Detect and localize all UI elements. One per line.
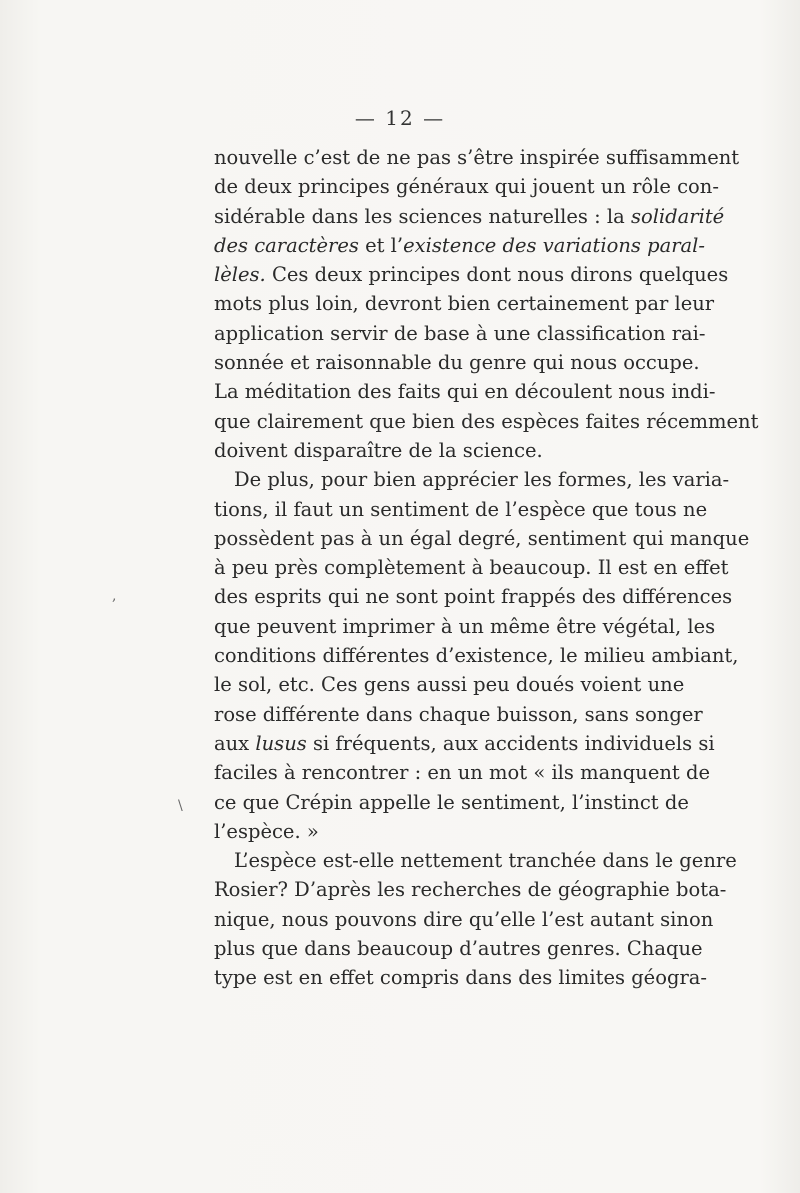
text-line bbox=[214, 231, 705, 260]
text-fragment: de deux principes généraux qui jouent un rôle con- bbox=[214, 175, 719, 199]
text-fragment: l’espèce. » bbox=[214, 819, 319, 843]
text-fragment: rose différente dans chaque buisson, sans songer bbox=[214, 702, 703, 726]
body-text bbox=[214, 143, 759, 993]
text-line bbox=[214, 729, 715, 758]
text-fragment: L’espèce est-elle nettement tranchée dans le genre bbox=[234, 849, 737, 873]
text-line bbox=[214, 260, 729, 289]
page-number: — 12 — bbox=[354, 106, 446, 130]
text-fragment: le sol, etc. Ces gens aussi peu doués voient une bbox=[214, 673, 685, 697]
text-line bbox=[214, 172, 719, 201]
text-line bbox=[214, 553, 729, 582]
text-fragment: tions, il faut un sentiment de l’espèce que tous ne bbox=[214, 497, 708, 521]
text-fragment: sidérable dans les sciences naturelles : la bbox=[214, 204, 631, 228]
text-fragment: doivent disparaître de la science. bbox=[214, 438, 543, 462]
text-line bbox=[214, 524, 750, 553]
text-line bbox=[214, 348, 700, 377]
margin-speck: , bbox=[112, 588, 117, 604]
text-fragment: De plus, pour bien apprécier les formes, les varia- bbox=[234, 468, 730, 492]
text-line bbox=[214, 934, 703, 963]
text-line bbox=[214, 407, 759, 436]
margin-speck: \ bbox=[178, 798, 183, 814]
text-fragment: si fréquents, aux accidents individuels si bbox=[306, 731, 715, 755]
text-line bbox=[214, 202, 725, 231]
italic-text: lusus bbox=[255, 731, 307, 755]
text-fragment: Ces deux principes dont nous dirons quelques bbox=[265, 263, 729, 287]
text-line bbox=[214, 758, 710, 787]
italic-text: existence des variations paral- bbox=[403, 233, 705, 257]
text-fragment: nouvelle c’est de ne pas s’être inspirée suffisamment bbox=[214, 146, 740, 169]
text-fragment: que clairement que bien des espèces faites récemment bbox=[214, 409, 759, 433]
italic-text: des caractères bbox=[214, 233, 359, 257]
text-line bbox=[214, 846, 737, 875]
text-fragment: que peuvent imprimer à un même être végétal, les bbox=[214, 614, 716, 638]
italic-text: lèles. bbox=[214, 263, 266, 287]
text-line bbox=[214, 817, 684, 846]
text-fragment: nique, nous pouvons dire qu’elle l’est autant sinon bbox=[214, 907, 714, 931]
text-line bbox=[214, 143, 740, 172]
text-line bbox=[214, 465, 730, 494]
text-fragment: La méditation des faits qui en découlent nous indi- bbox=[214, 380, 716, 404]
text-line bbox=[214, 436, 684, 465]
text-fragment: à peu près complètement à beaucoup. Il est en effet bbox=[214, 556, 729, 580]
text-fragment: des esprits qui ne sont point frappés des différences bbox=[214, 585, 733, 609]
text-line bbox=[214, 641, 739, 670]
text-fragment: sonnée et raisonnable du genre qui nous occupe. bbox=[214, 351, 700, 375]
text-line bbox=[214, 905, 714, 934]
text-line bbox=[214, 377, 716, 406]
text-line bbox=[214, 963, 707, 992]
text-line bbox=[214, 875, 727, 904]
text-line bbox=[214, 582, 733, 611]
text-line bbox=[214, 495, 708, 524]
text-fragment: type est en effet compris dans des limites géogra- bbox=[214, 966, 707, 990]
text-fragment: faciles à rencontrer : en un mot « ils manquent de bbox=[214, 761, 710, 785]
italic-text: solidarité bbox=[630, 204, 725, 228]
text-line bbox=[214, 612, 716, 641]
text-fragment: possèdent pas à un égal degré, sentiment qui manque bbox=[214, 526, 750, 550]
text-line bbox=[214, 670, 684, 699]
text-fragment: mots plus loin, devront bien certainement par leur bbox=[214, 292, 715, 316]
text-fragment: application servir de base à une classification rai- bbox=[214, 321, 706, 345]
text-line bbox=[214, 788, 689, 817]
text-fragment: Rosier? D’après les recherches de géographie bota- bbox=[214, 878, 727, 902]
text-line bbox=[214, 289, 715, 318]
text-fragment: plus que dans beaucoup d’autres genres. Chaque bbox=[214, 937, 703, 961]
text-fragment: et l’ bbox=[358, 233, 404, 257]
text-line bbox=[214, 319, 706, 348]
text-fragment: conditions différentes d’existence, le milieu ambiant, bbox=[214, 644, 739, 668]
text-fragment: ce que Crépin appelle le sentiment, l’instinct de bbox=[214, 790, 689, 814]
text-line bbox=[214, 700, 703, 729]
text-fragment: aux bbox=[214, 731, 256, 755]
